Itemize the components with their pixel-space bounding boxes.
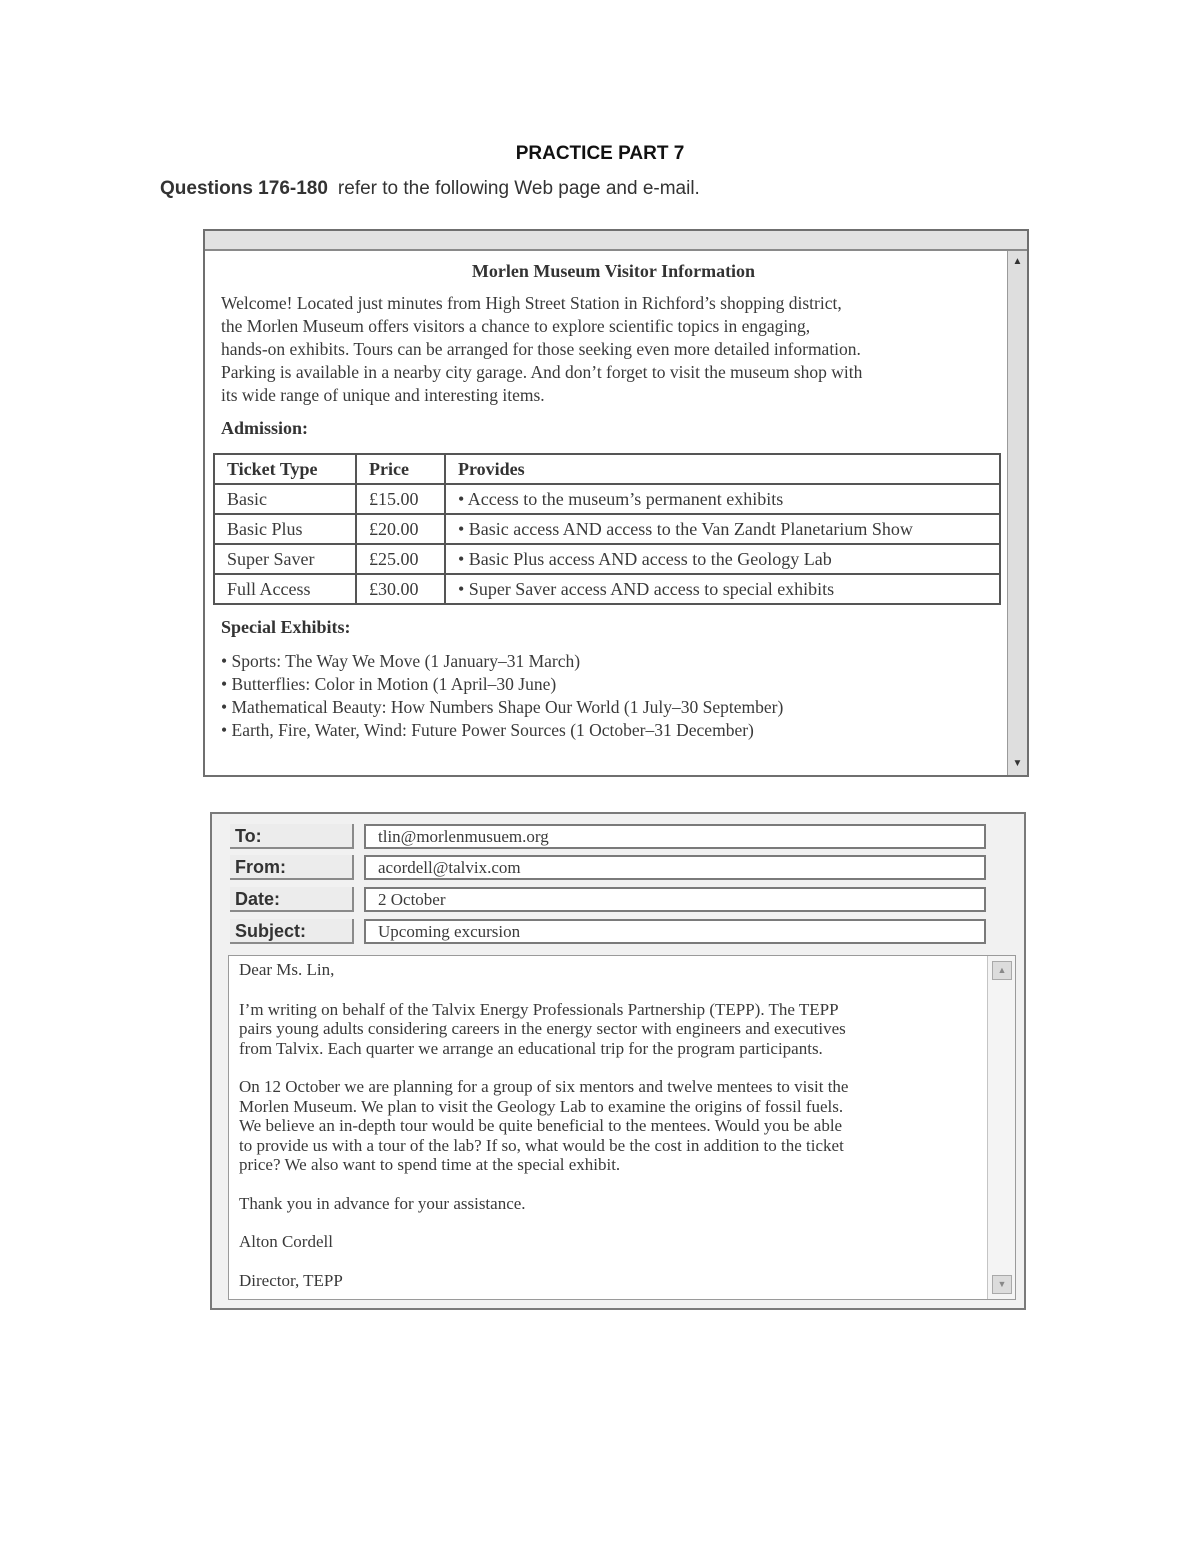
signature-name: Alton Cordell <box>239 1232 333 1251</box>
table-row <box>214 484 1000 514</box>
email-line: from Talvix. Each quarter we arrange an educational trip for the program participants. <box>239 1038 823 1058</box>
intro-line: Welcome! Located just minutes from High Street Station in Richford’s shopping district, <box>221 293 842 313</box>
email-message <box>239 960 981 1309</box>
price-cell: £20.00 <box>356 514 445 544</box>
email-line: to provide us with a tour of the lab? If so, what would be the cost in addition to the ticket <box>239 1135 844 1155</box>
intro-paragraph <box>221 292 996 407</box>
questions-instruction <box>160 178 700 200</box>
web-page-window <box>203 229 1029 777</box>
intro-line: the Morlen Museum offers visitors a chance to explore scientific topics in engaging, <box>221 316 811 336</box>
list-item: • Sports: The Way We Move (1 January–31 March) <box>221 651 581 671</box>
provides-cell: • Basic access AND access to the Van Zandt Planetarium Show <box>445 514 1000 544</box>
list-item: • Mathematical Beauty: How Numbers Shape Our World (1 July–30 September) <box>221 697 784 717</box>
ticket-type-cell: Full Access <box>214 574 356 604</box>
scroll-up-icon[interactable]: ▲ <box>1012 256 1023 267</box>
column-header: Provides <box>445 454 1000 484</box>
email-line: Morlen Museum. We plan to visit the Geology Lab to examine the origins of fossil fuels. <box>239 1096 844 1116</box>
web-scrollbar[interactable] <box>1007 251 1027 775</box>
table-row <box>214 544 1000 574</box>
date-label: Date: <box>230 887 354 912</box>
price-cell: £25.00 <box>356 544 445 574</box>
intro-line: Parking is available in a nearby city garage. And don’t forget to visit the museum shop with <box>221 362 863 382</box>
email-line: On 12 October we are planning for a group of six mentors and twelve mentees to visit the <box>239 1077 849 1096</box>
email-line: price? We also want to spend time at the special exhibit. <box>239 1155 621 1174</box>
scroll-up-icon[interactable]: ▲ <box>992 961 1012 980</box>
email-window <box>210 812 1026 1310</box>
subject-field[interactable]: Upcoming excursion <box>364 919 986 944</box>
intro-line: hands-on exhibits. Tours can be arranged for those seeking even more detailed information. <box>221 339 861 359</box>
subject-label: Subject: <box>230 919 354 944</box>
email-to-row <box>230 824 990 850</box>
intro-line: its wide range of unique and interesting items. <box>221 385 545 405</box>
email-date-row <box>230 887 990 913</box>
price-cell: £30.00 <box>356 574 445 604</box>
ticket-type-cell: Basic Plus <box>214 514 356 544</box>
email-greeting: Dear Ms. Lin, <box>239 960 335 979</box>
signature-title: Director, TEPP <box>239 1270 343 1290</box>
web-page-title: Morlen Museum Visitor Information <box>471 261 756 281</box>
email-body <box>228 955 1016 1300</box>
email-paragraph <box>239 1077 981 1175</box>
web-page-content <box>221 261 996 742</box>
table-header-row <box>214 454 1000 484</box>
practice-title: PRACTICE PART 7 <box>515 143 685 164</box>
questions-text: refer to the following Web page and e-mail. <box>337 178 700 199</box>
scroll-down-icon[interactable]: ▼ <box>1012 758 1023 769</box>
to-label: To: <box>230 824 354 849</box>
from-label: From: <box>230 855 354 880</box>
list-item: • Butterflies: Color in Motion (1 April–30 June) <box>221 674 557 694</box>
email-closing: Thank you in advance for your assistance. <box>239 1193 526 1213</box>
date-field[interactable]: 2 October <box>364 887 986 912</box>
email-scrollbar[interactable] <box>987 956 1015 1299</box>
email-line: I’m writing on behalf of the Talvix Energy Professionals Partnership (TEPP). The TEPP <box>239 999 839 1019</box>
provides-cell: • Basic Plus access AND access to the Geology Lab <box>445 544 1000 574</box>
price-cell: £15.00 <box>356 484 445 514</box>
ticket-type-cell: Basic <box>214 484 356 514</box>
admission-heading: Admission: <box>221 418 309 438</box>
ticket-type-cell: Super Saver <box>214 544 356 574</box>
email-line: pairs young adults considering careers in the energy sector with engineers and executives <box>239 1019 846 1038</box>
provides-cell: • Super Saver access AND access to special exhibits <box>445 574 1000 604</box>
provides-cell: • Access to the museum’s permanent exhibits <box>445 484 1000 514</box>
email-paragraph <box>239 1000 981 1059</box>
special-exhibits-list <box>221 650 996 742</box>
email-subject-row <box>230 919 990 945</box>
table-row <box>214 574 1000 604</box>
from-field[interactable]: acordell@talvix.com <box>364 855 986 880</box>
to-field[interactable]: tlin@morlenmusuem.org <box>364 824 986 849</box>
list-item: • Earth, Fire, Water, Wind: Future Power Sources (1 October–31 December) <box>221 720 754 740</box>
questions-range: Questions 176-180 <box>160 178 328 199</box>
column-header: Ticket Type <box>214 454 356 484</box>
web-window-titlebar <box>205 231 1027 251</box>
admission-table <box>213 453 1001 605</box>
table-row <box>214 514 1000 544</box>
email-from-row <box>230 855 990 881</box>
scroll-down-icon[interactable]: ▼ <box>992 1275 1012 1294</box>
column-header: Price <box>356 454 445 484</box>
special-exhibits-heading: Special Exhibits: <box>221 617 351 637</box>
email-line: We believe an in-depth tour would be quite beneficial to the mentees. Would you be able <box>239 1116 843 1135</box>
